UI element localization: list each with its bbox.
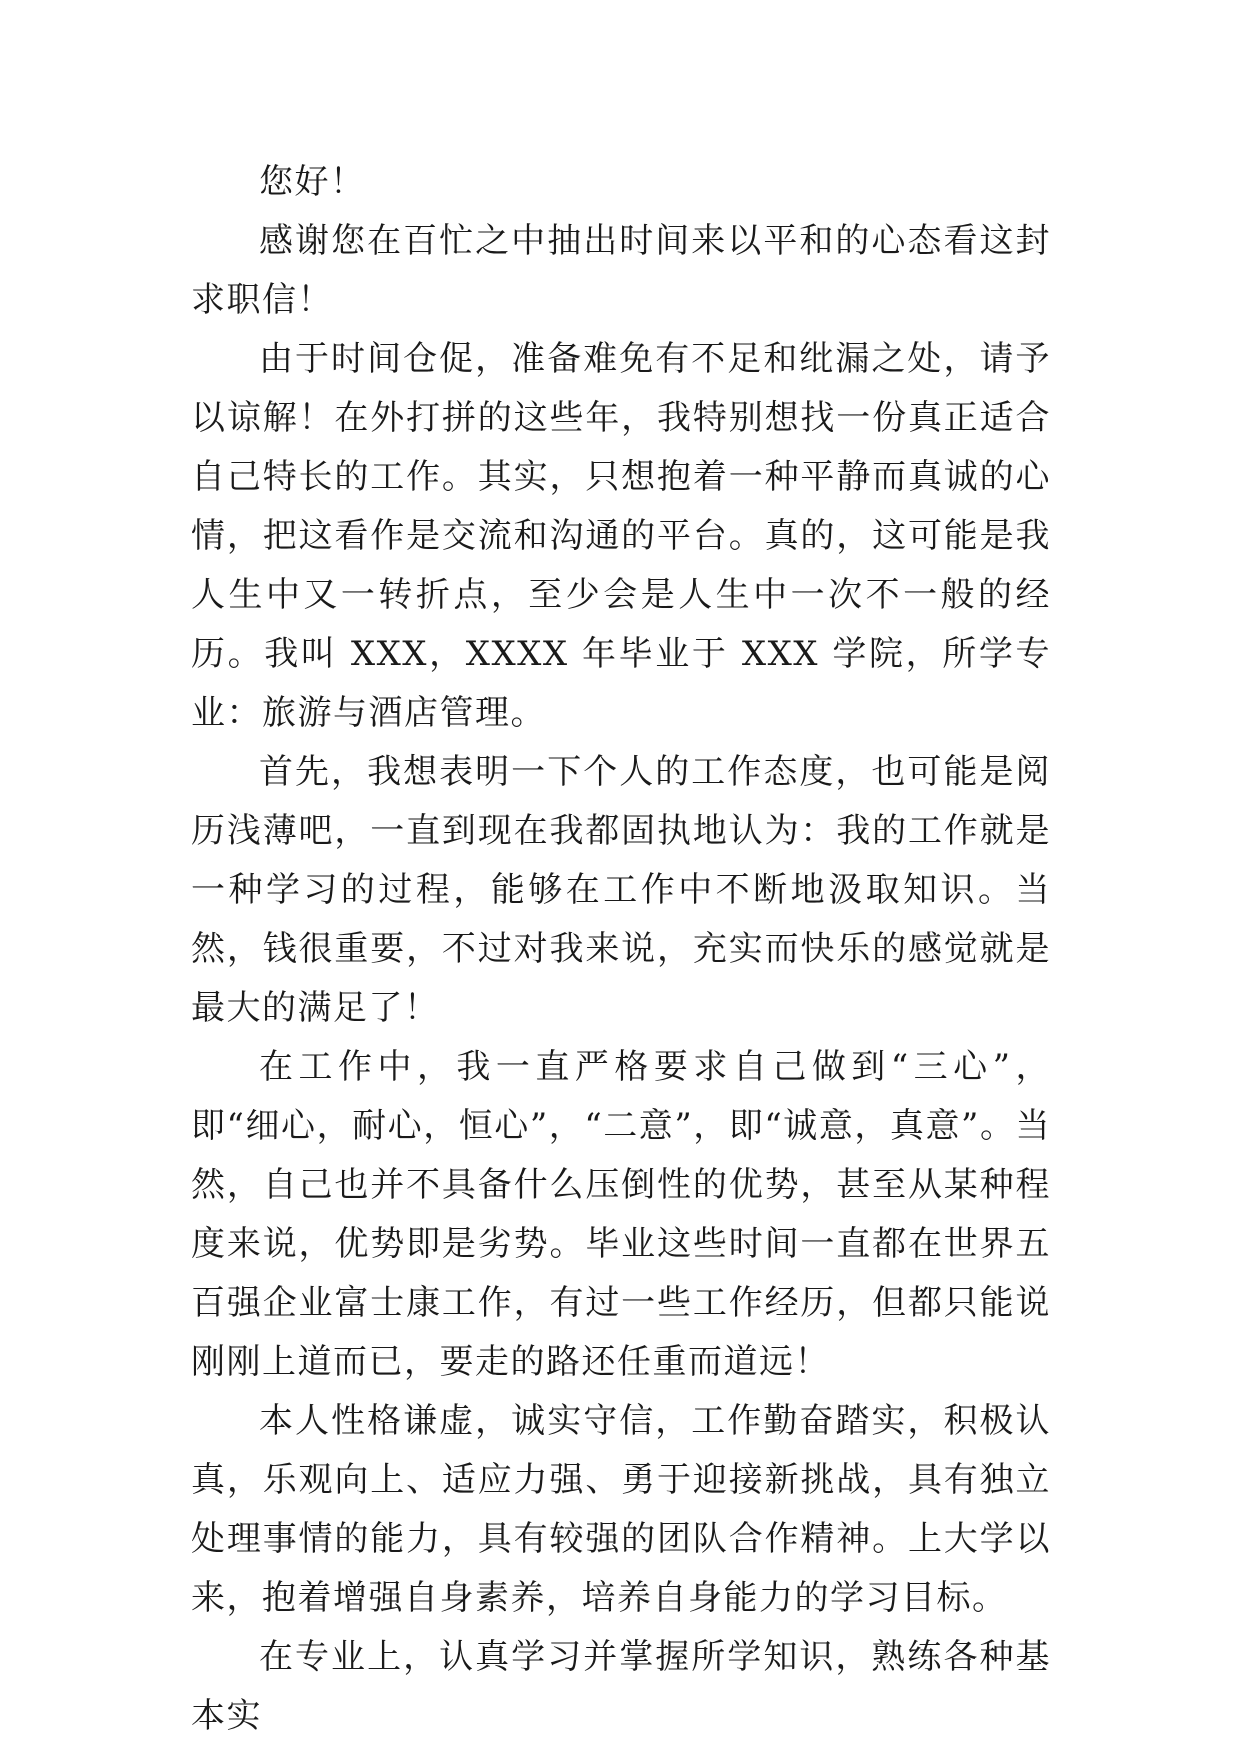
paragraph-personality: 本人性格谦虚，诚实守信，工作勤奋踏实，积极认真，乐观向上、适应力强、勇于迎接新挑战，具有独立处理事情的能力，具有较强的团队合作精神。上大学以来，抱着增强自身素养，培养自身能力的学习目标。 (191, 1401, 1051, 1618)
paragraph-professional-study: 在专业上，认真学习并掌握所学知识，熟练各种基本实 (191, 1637, 1051, 1736)
greeting: 您好！ (259, 162, 366, 202)
paragraph-thanks: 感谢您在百忙之中抽出时间来以平和的心态看这封求职信！ (191, 221, 1051, 320)
cover-letter-body (191, 153, 1051, 1746)
paragraph-work-principles: 在工作中，我一直严格要求自己做到“三心”，即“细心，耐心，恒心”，“二意”，即“诚意，真意”。当然，自己也并不具备什么压倒性的优势，甚至从某种程度来说，优势即是劣势。毕业这些时间一直都在世界五百强企业富士康工作，有过一些工作经历，但都只能说刚刚上道而已，要走的路还任重而道远！ (191, 1047, 1051, 1382)
paragraph-introduction: 由于时间仓促，准备难免有不足和纰漏之处，请予以谅解！在外打拼的这些年，我特别想找一份真正适合自己特长的工作。其实，只想抱着一种平静而真诚的心情，把这看作是交流和沟通的平台。真的，这可能是我人生中又一转折点，至少会是人生中一次不一般的经历。我叫 XXX，XXXX 年毕业于 XXX 学院，所学专业：旅游与酒店管理。 (191, 339, 1051, 733)
paragraph-work-attitude: 首先，我想表明一下个人的工作态度，也可能是阅历浅薄吧，一直到现在我都固执地认为：我的工作就是一种学习的过程，能够在工作中不断地汲取知识。当然，钱很重要，不过对我来说，充实而快乐的感觉就是最大的满足了！ (191, 752, 1051, 1028)
